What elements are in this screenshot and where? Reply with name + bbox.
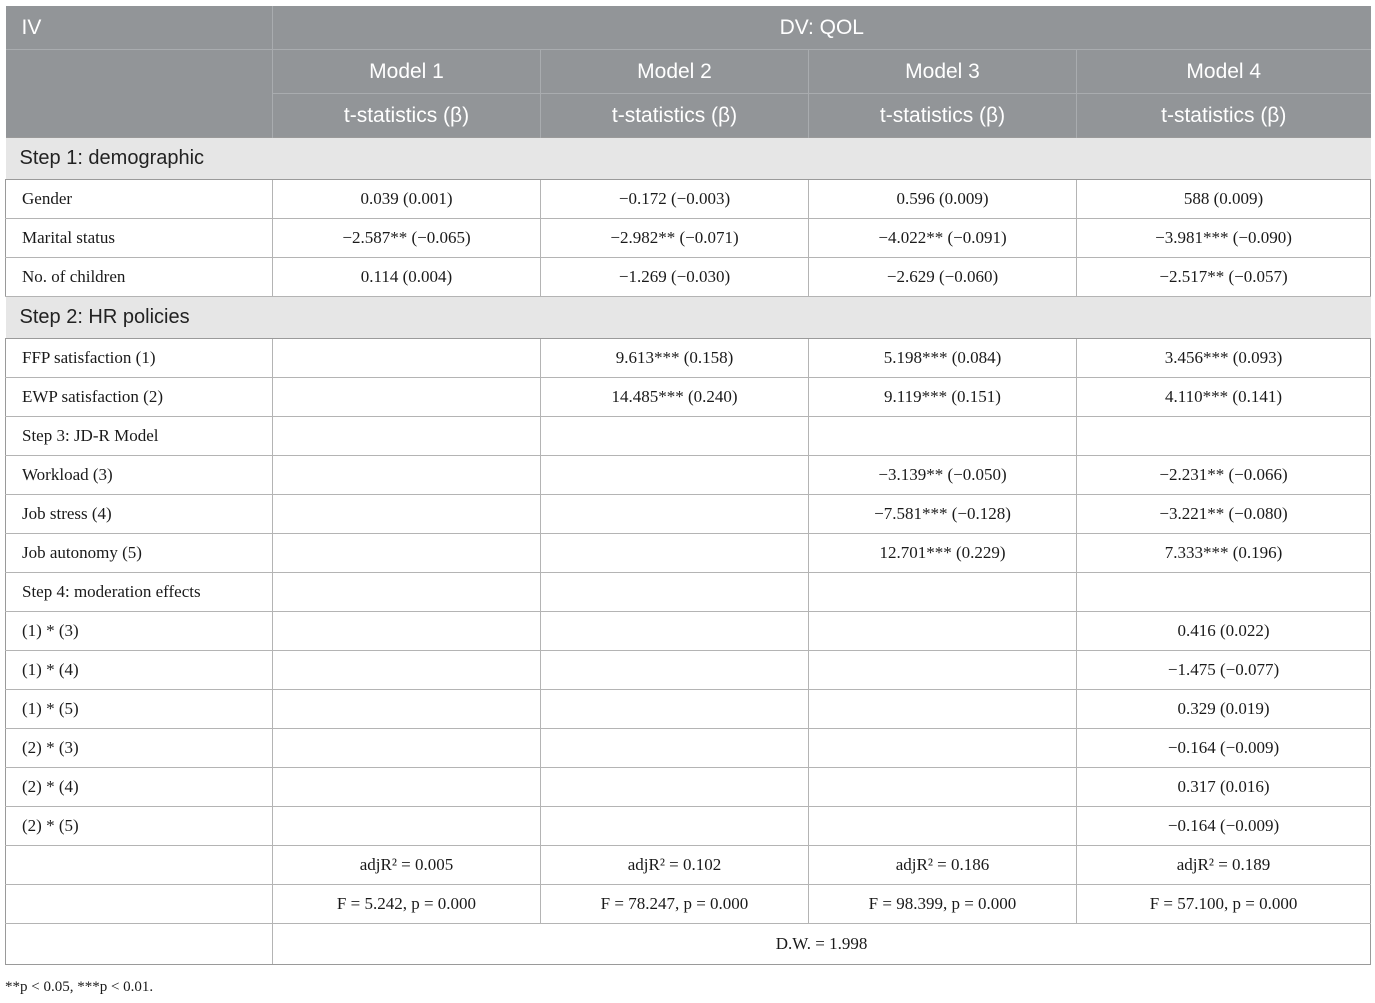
cell-model-1 [273,729,541,768]
header-blank [6,94,273,138]
table-row [6,495,1371,534]
model-1-header: Model 1 [273,50,541,94]
cell-model-3: 12.701*** (0.229) [809,534,1077,573]
cell-model-4: −2.231** (−0.066) [1077,456,1371,495]
adj-r2-row [6,846,1371,885]
cell-model-4: −3.981*** (−0.090) [1077,219,1371,258]
cell-model-3: −7.581*** (−0.128) [809,495,1077,534]
row-label: (1) * (5) [6,690,273,729]
row-label [6,885,273,924]
row-label: (2) * (5) [6,807,273,846]
cell-model-2 [541,495,809,534]
row-label: Gender [6,180,273,219]
cell-model-4 [1077,417,1371,456]
stat-header: t-statistics (β) [541,94,809,138]
cell-model-3: −2.629 (−0.060) [809,258,1077,297]
header-blank [6,50,273,94]
row-label: Job stress (4) [6,495,273,534]
section-step1 [6,138,1371,180]
dw-value: D.W. = 1.998 [273,924,1371,965]
header-row-models [6,50,1371,94]
section-title: Step 1: demographic [6,138,1371,180]
stat-header: t-statistics (β) [1077,94,1371,138]
cell-model-1 [273,612,541,651]
cell-model-3: −3.139** (−0.050) [809,456,1077,495]
cell-model-3: F = 98.399, p = 0.000 [809,885,1077,924]
model-4-header: Model 4 [1077,50,1371,94]
cell-model-4: 0.329 (0.019) [1077,690,1371,729]
cell-model-4: −3.221** (−0.080) [1077,495,1371,534]
table-row [6,378,1371,417]
cell-model-3 [809,417,1077,456]
cell-model-2 [541,651,809,690]
cell-model-3 [809,651,1077,690]
cell-model-3 [809,690,1077,729]
dw-row [6,924,1371,965]
cell-model-1 [273,456,541,495]
row-label: Workload (3) [6,456,273,495]
cell-model-1: −2.587** (−0.065) [273,219,541,258]
cell-model-1 [273,807,541,846]
cell-model-3 [809,807,1077,846]
cell-model-4: 3.456*** (0.093) [1077,339,1371,378]
row-label [6,924,273,965]
cell-model-4: −1.475 (−0.077) [1077,651,1371,690]
iv-header: IV [6,6,273,50]
table-row [6,219,1371,258]
table-footnote: **p < 0.05, ***p < 0.01. [5,979,154,995]
cell-model-2 [541,456,809,495]
dv-header: DV: QOL [273,6,1371,50]
header-row-dv [6,6,1371,50]
cell-model-2: 14.485*** (0.240) [541,378,809,417]
stat-header: t-statistics (β) [273,94,541,138]
cell-model-4: 7.333*** (0.196) [1077,534,1371,573]
table-row [6,339,1371,378]
cell-model-1: 0.039 (0.001) [273,180,541,219]
cell-model-2 [541,534,809,573]
model-3-header: Model 3 [809,50,1077,94]
table-row [6,768,1371,807]
cell-model-4: 0.416 (0.022) [1077,612,1371,651]
stat-header: t-statistics (β) [809,94,1077,138]
row-label: Job autonomy (5) [6,534,273,573]
model-2-header: Model 2 [541,50,809,94]
f-stat-row [6,885,1371,924]
cell-model-1: 0.114 (0.004) [273,258,541,297]
section-title: Step 2: HR policies [6,297,1371,339]
cell-model-2 [541,768,809,807]
row-label: (2) * (3) [6,729,273,768]
cell-model-2 [541,690,809,729]
cell-model-1: F = 5.242, p = 0.000 [273,885,541,924]
cell-model-1 [273,495,541,534]
cell-model-1 [273,768,541,807]
cell-model-2: 9.613*** (0.158) [541,339,809,378]
cell-model-1 [273,573,541,612]
table-row [6,456,1371,495]
cell-model-2: F = 78.247, p = 0.000 [541,885,809,924]
cell-model-4: adjR² = 0.189 [1077,846,1371,885]
row-label: EWP satisfaction (2) [6,378,273,417]
table-row [6,690,1371,729]
table-row [6,651,1371,690]
table-row [6,612,1371,651]
cell-model-1 [273,378,541,417]
cell-model-1 [273,534,541,573]
cell-model-2: −0.172 (−0.003) [541,180,809,219]
regression-table [5,6,1371,965]
cell-model-2: adjR² = 0.102 [541,846,809,885]
cell-model-4: 4.110*** (0.141) [1077,378,1371,417]
table-row [6,573,1371,612]
table-row [6,417,1371,456]
cell-model-3: 9.119*** (0.151) [809,378,1077,417]
cell-model-2 [541,807,809,846]
cell-model-4: −0.164 (−0.009) [1077,807,1371,846]
table-row [6,729,1371,768]
cell-model-3 [809,729,1077,768]
cell-model-1 [273,417,541,456]
cell-model-2: −1.269 (−0.030) [541,258,809,297]
row-label: Step 3: JD-R Model [6,417,273,456]
row-label: No. of children [6,258,273,297]
cell-model-4: −0.164 (−0.009) [1077,729,1371,768]
cell-model-2 [541,729,809,768]
cell-model-2 [541,417,809,456]
cell-model-3: −4.022** (−0.091) [809,219,1077,258]
cell-model-1 [273,339,541,378]
cell-model-4 [1077,573,1371,612]
cell-model-4: 588 (0.009) [1077,180,1371,219]
cell-model-3 [809,573,1077,612]
cell-model-3: 5.198*** (0.084) [809,339,1077,378]
cell-model-4: F = 57.100, p = 0.000 [1077,885,1371,924]
cell-model-1: adjR² = 0.005 [273,846,541,885]
row-label: (1) * (4) [6,651,273,690]
cell-model-1 [273,651,541,690]
cell-model-3 [809,612,1077,651]
table-row [6,807,1371,846]
row-label [6,846,273,885]
row-label: (2) * (4) [6,768,273,807]
row-label: Step 4: moderation effects [6,573,273,612]
cell-model-2 [541,612,809,651]
row-label: FFP satisfaction (1) [6,339,273,378]
cell-model-2: −2.982** (−0.071) [541,219,809,258]
section-step2 [6,297,1371,339]
table-row [6,258,1371,297]
cell-model-2 [541,573,809,612]
header-row-stats [6,94,1371,138]
table-row [6,534,1371,573]
table-row [6,180,1371,219]
cell-model-3: 0.596 (0.009) [809,180,1077,219]
cell-model-4: 0.317 (0.016) [1077,768,1371,807]
cell-model-1 [273,690,541,729]
cell-model-3 [809,768,1077,807]
row-label: (1) * (3) [6,612,273,651]
cell-model-3: adjR² = 0.186 [809,846,1077,885]
cell-model-4: −2.517** (−0.057) [1077,258,1371,297]
row-label: Marital status [6,219,273,258]
